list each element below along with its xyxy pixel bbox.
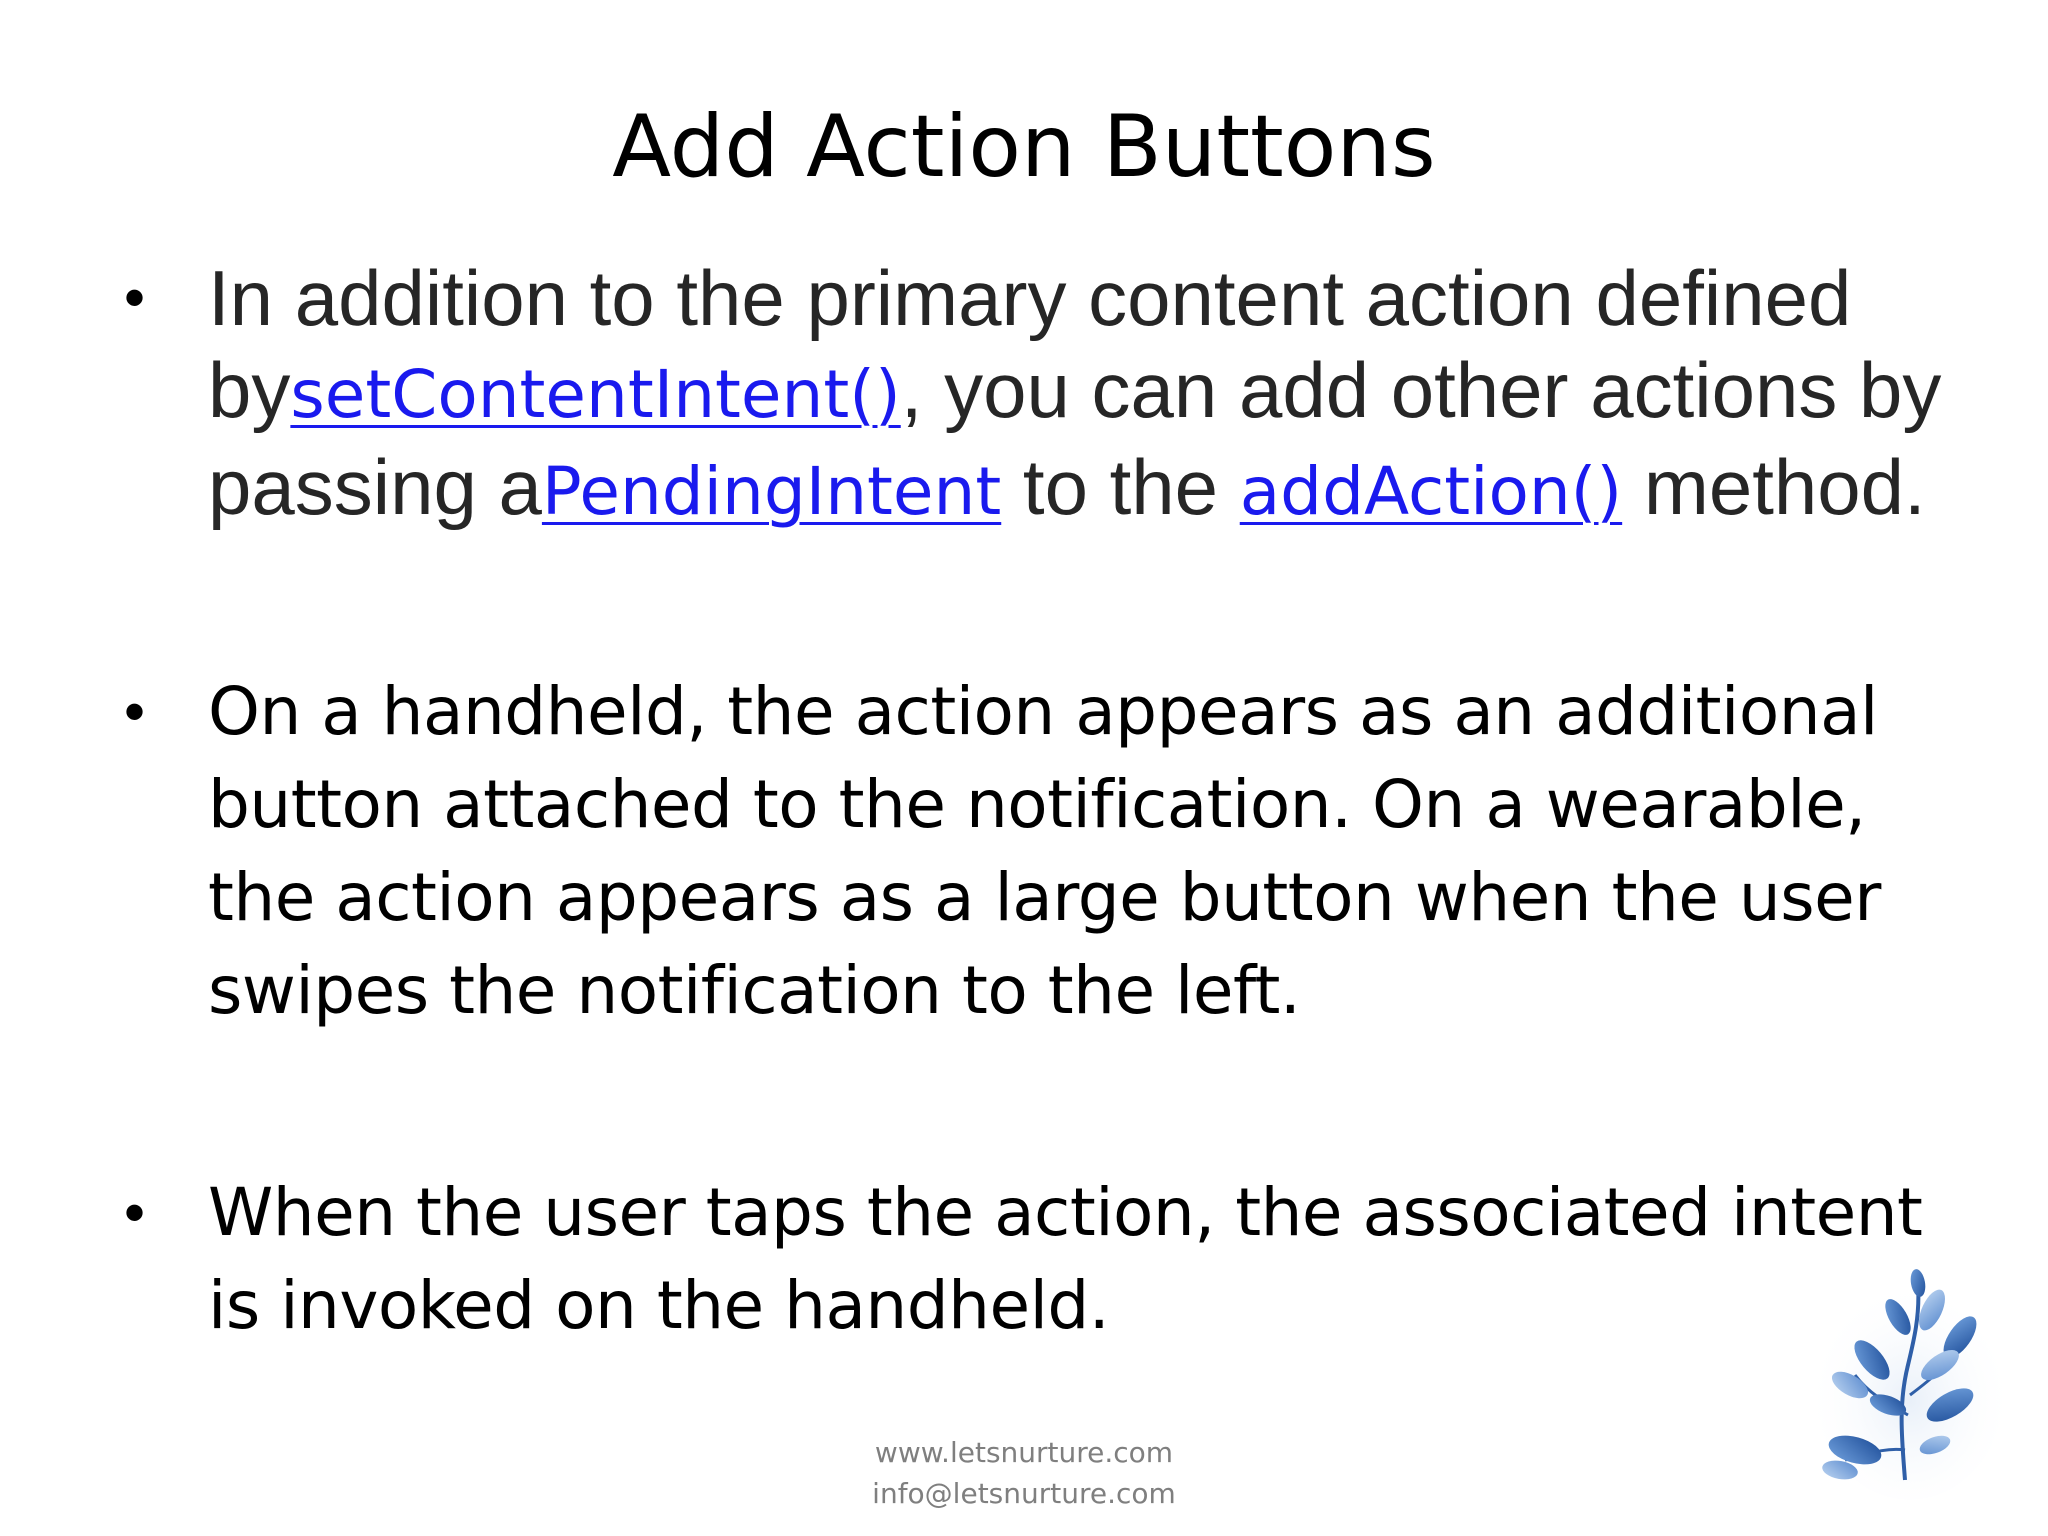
bullet-item: [120, 665, 1950, 1037]
bullet-text: On a handheld, the action appears as an additional button attached to the notification. On a wearable, the action appears as a large button when the user swipes the notification to the left.: [208, 673, 1881, 1029]
bullet-text: [208, 252, 1950, 538]
footer: [0, 1432, 2048, 1514]
pendingintent-link[interactable]: PendingIntent: [541, 453, 1002, 530]
bullet-item: [120, 1166, 1950, 1352]
addaction-link[interactable]: addAction(): [1239, 453, 1623, 530]
bullet-text-segment: to the: [1001, 443, 1240, 531]
footer-email: info@letsnurture.com: [872, 1477, 1176, 1510]
slide-title: Add Action Buttons: [612, 97, 1436, 197]
footer-website: www.letsnurture.com: [874, 1436, 1174, 1469]
bullet-dot: •: [124, 678, 146, 745]
bullet-text: When the user taps the action, the associated intent is invoked on the handheld.: [208, 1174, 1923, 1344]
bullet-dot: •: [124, 1179, 146, 1246]
bullet-text-segment: , you can add other actions by passing a: [208, 346, 1942, 531]
bullet-item: [120, 252, 1950, 538]
setcontentintent-link[interactable]: setContentIntent(): [290, 356, 901, 433]
bullet-dot: •: [124, 264, 146, 331]
bullet-text-segment: In addition to the primary content action defined by: [208, 254, 1852, 434]
bullet-text-segment: method.: [1622, 443, 1926, 531]
leaf-plant-logo-icon: [1810, 1255, 2010, 1505]
